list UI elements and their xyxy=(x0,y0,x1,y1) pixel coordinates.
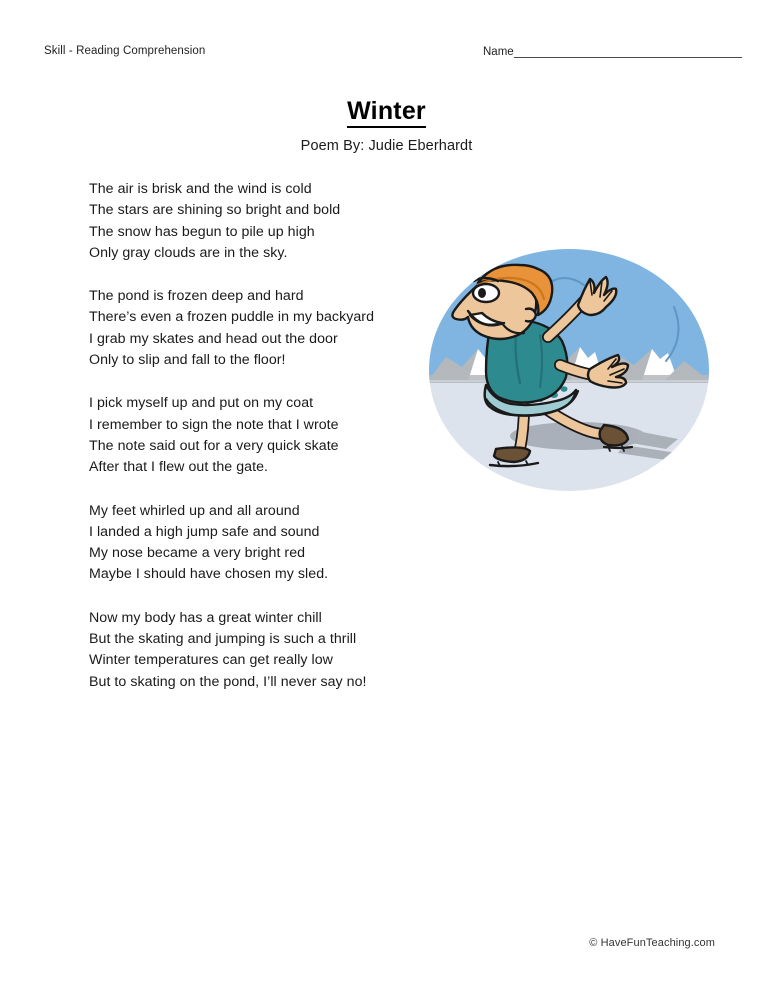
poem-line: The air is brisk and the wind is cold xyxy=(89,181,312,197)
poem-line: The note said out for a very quick skate xyxy=(89,437,339,454)
poem-line: The pond is frozen deep and hard xyxy=(89,288,304,305)
stanza xyxy=(89,286,439,371)
name-field-group xyxy=(483,45,742,59)
poem-line: My nose became a very bright red xyxy=(89,545,306,562)
stanza xyxy=(89,393,439,478)
worksheet-footer xyxy=(0,933,773,951)
stanza xyxy=(89,608,439,693)
skill-label: Skill - Reading Comprehension xyxy=(44,45,206,57)
page-title: Winter xyxy=(347,98,426,128)
poem-line: Only gray clouds are in the sky. xyxy=(89,244,288,261)
ice-skater-svg xyxy=(428,249,710,492)
stanza xyxy=(89,179,439,264)
horizon-line xyxy=(428,380,710,382)
poem-line: I grab my skates and head out the door xyxy=(89,330,338,347)
stanza xyxy=(89,501,439,586)
poem-line: Now my body has a great winter chill xyxy=(89,609,322,626)
poem-line: But to skating on the pond, I’ll never say no! xyxy=(89,673,367,690)
poem-line: My feet whirled up and all around xyxy=(89,502,300,519)
poem-line: I pick myself up and put on my coat xyxy=(89,395,314,412)
poem-line: Winter temperatures can get really low xyxy=(89,652,333,669)
copyright-text: © HaveFunTeaching.com xyxy=(589,937,715,949)
worksheet-header xyxy=(0,45,773,71)
poem-line: After that I flew out the gate. xyxy=(89,459,268,476)
poem-line: But the skating and jumping is such a thrill xyxy=(89,631,357,648)
poem-line: Maybe I should have chosen my sled. xyxy=(89,566,329,583)
eye xyxy=(473,284,499,302)
name-label: Name xyxy=(483,46,514,58)
poem-line: I landed a high jump safe and sound xyxy=(89,523,320,540)
poem-body xyxy=(89,179,439,693)
poem-byline: Poem By: Judie Eberhardt xyxy=(300,138,473,154)
poem-line: The snow has begun to pile up high xyxy=(89,223,315,240)
title-block xyxy=(0,98,773,154)
poem-line: The stars are shining so bright and bold xyxy=(89,202,341,219)
poem-line: I remember to sign the note that I wrote xyxy=(89,416,339,433)
poem-line: Only to slip and fall to the floor! xyxy=(89,352,286,369)
ice-skater-illustration xyxy=(428,249,710,492)
name-write-in-line[interactable] xyxy=(514,57,742,58)
poem-line: There’s even a frozen puddle in my backyard xyxy=(89,309,375,326)
scene-group xyxy=(428,249,710,492)
